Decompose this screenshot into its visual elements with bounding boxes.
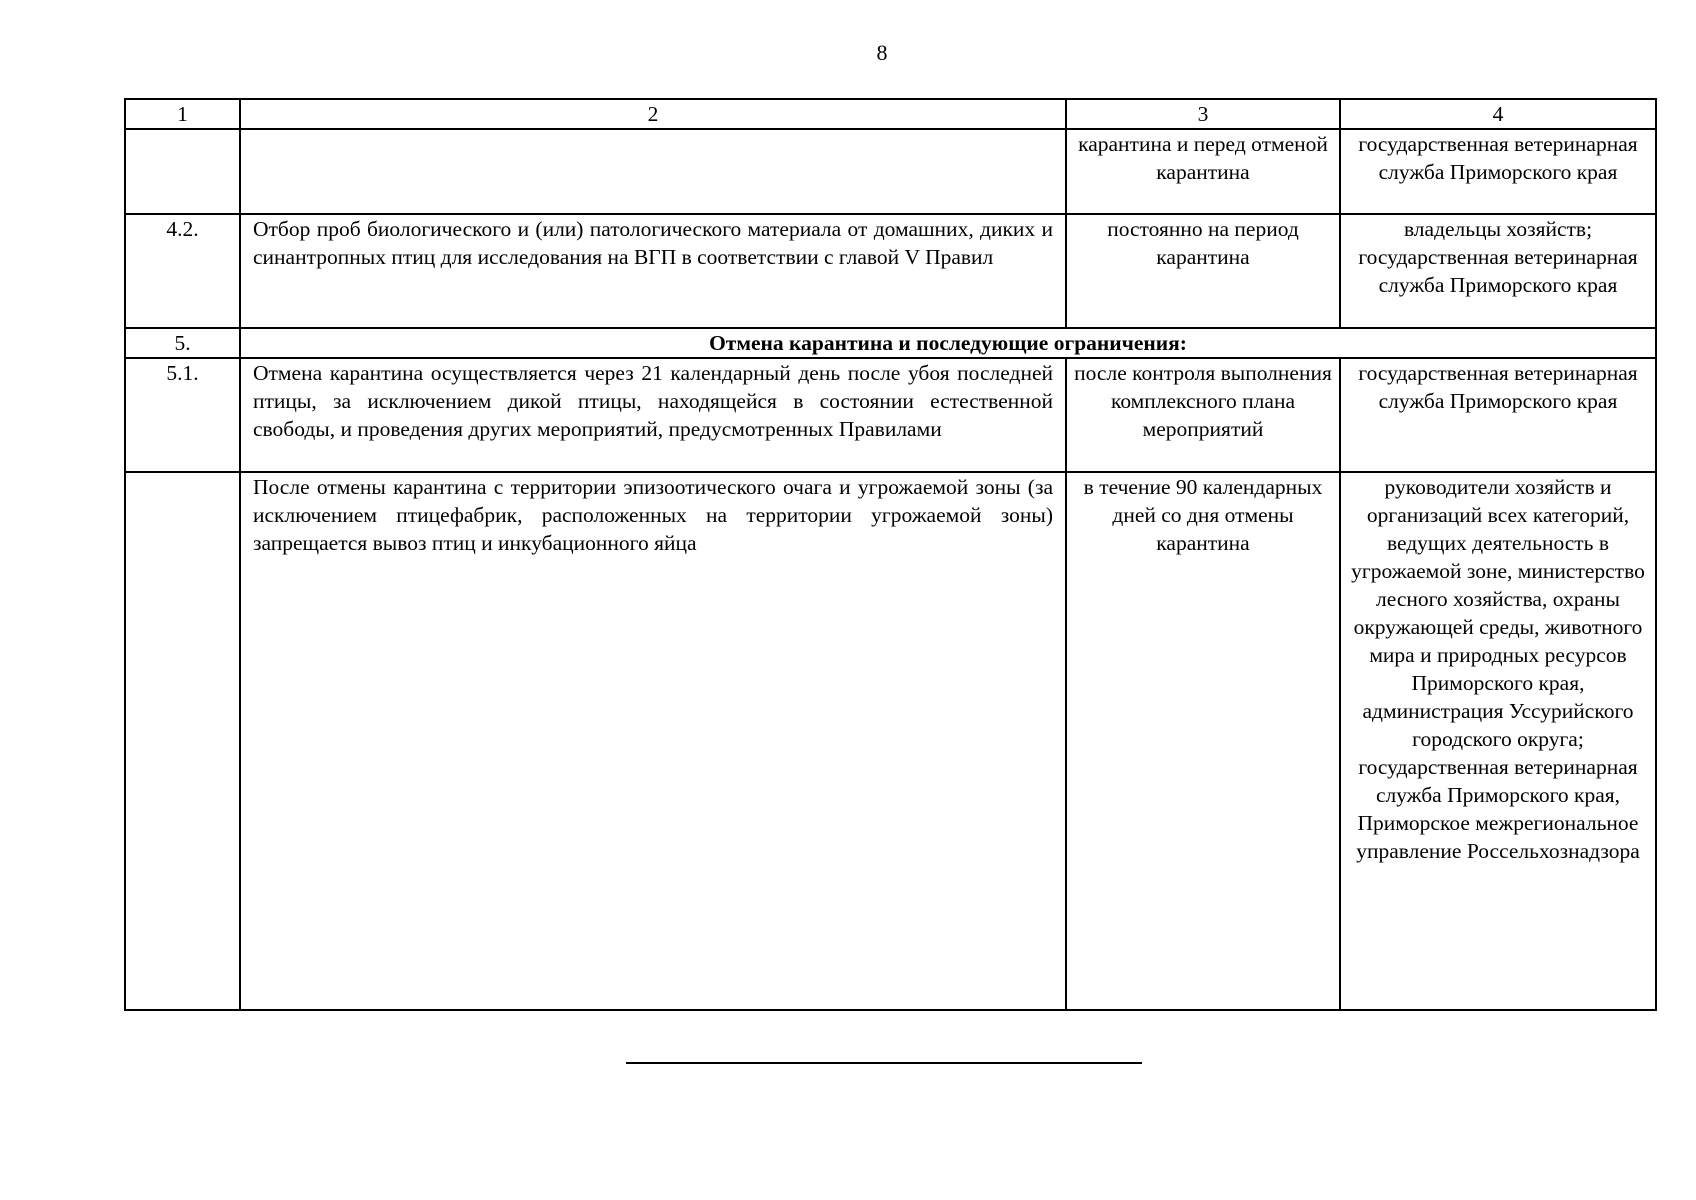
row-number-cell: [125, 129, 240, 214]
timing-cell: после контроля выполнения комплексного плана мероприятий: [1066, 358, 1340, 472]
action-cell: [240, 129, 1066, 214]
responsible-cell: владельцы хозяйств; государственная ветеринарная служба Приморского края: [1340, 214, 1656, 328]
table-row: [125, 214, 1656, 328]
responsible-cell: государственная ветеринарная служба Приморского края: [1340, 129, 1656, 214]
measures-table: [124, 98, 1657, 1011]
action-cell: Отбор проб биологического и (или) патологического материала от домашних, диких и синантропных птиц для исследования на ВГП в соответствии с главой V Правил: [240, 214, 1066, 328]
action-cell: Отмена карантина осуществляется через 21 календарный день после убоя последней птицы, за исключением дикой птицы, находящейся в состоянии естественной свободы, и проведения других мероприятий, предусмотренных Правилами: [240, 358, 1066, 472]
end-separator-line: [626, 1062, 1142, 1064]
header-cell-1: 1: [125, 99, 240, 129]
responsible-cell: руководители хозяйств и организаций всех категорий, ведущих деятельность в угрожаемой зоне, министерство лесного хозяйства, охраны окружающей среды, животного мира и природных ресурсов Приморского края, администрация Уссурийского городского округа; государственная ветеринарная служба Приморского края, Приморское межрегиональное управление Россельхознадзора: [1340, 472, 1656, 1010]
header-row: [125, 99, 1656, 129]
page-number: 8: [876, 40, 888, 65]
table-row: [125, 358, 1656, 472]
section-row: [125, 328, 1656, 358]
header-cell-3: 3: [1066, 99, 1340, 129]
table-row: [125, 472, 1656, 1010]
responsible-cell: государственная ветеринарная служба Приморского края: [1340, 358, 1656, 472]
row-number-cell: [125, 472, 240, 1010]
section-number-cell: 5.: [125, 328, 240, 358]
header-cell-4: 4: [1340, 99, 1656, 129]
timing-cell: в течение 90 календарных дней со дня отмены карантина: [1066, 472, 1340, 1010]
timing-cell: карантина и перед отменой карантина: [1066, 129, 1340, 214]
header-cell-2: 2: [240, 99, 1066, 129]
section-title: Отмена карантина и последующие ограничения:: [240, 328, 1656, 358]
row-number-cell: 5.1.: [125, 358, 240, 472]
action-cell: После отмены карантина с территории эпизоотического очага и угрожаемой зоны (за исключением птицефабрик, расположенных на территории угрожаемой зоны) запрещается вывоз птиц и инкубационного яйца: [240, 472, 1066, 1010]
table-row: [125, 129, 1656, 214]
timing-cell: постоянно на период карантина: [1066, 214, 1340, 328]
row-number-cell: 4.2.: [125, 214, 240, 328]
